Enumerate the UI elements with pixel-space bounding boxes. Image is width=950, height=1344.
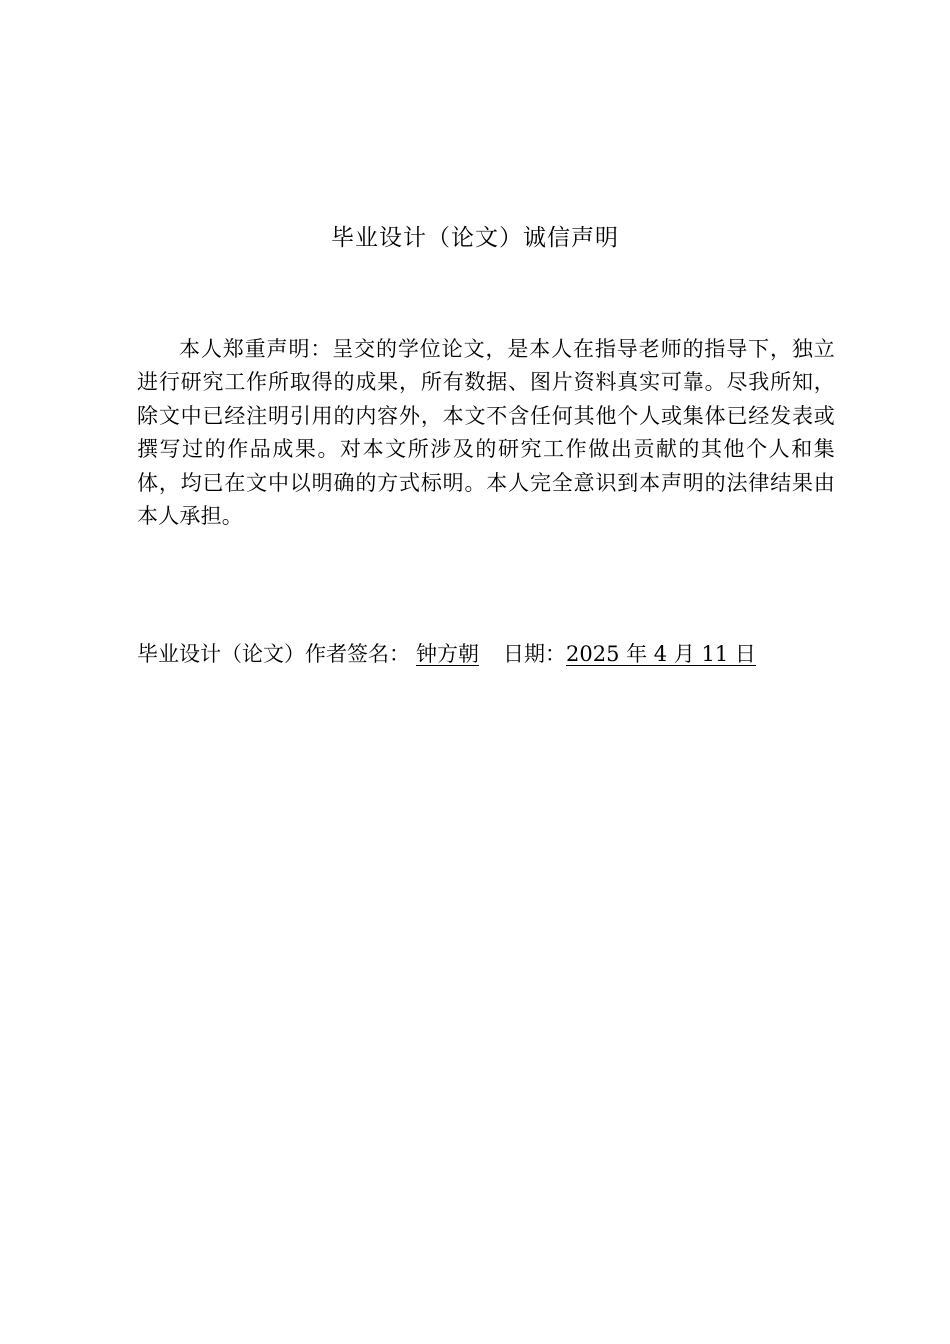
signature-date: 2025 年 4 月 11 日	[566, 642, 756, 666]
integrity-statement-paragraph: 本人郑重声明：呈交的学位论文，是本人在指导老师的指导下，独立进行研究工作所取得的成果，所有数据、图片资料真实可靠。尽我所知，除文中已经注明引用的内容外，本文不含任何其他个人或集体已经发表或撰写过的作品成果。对本文所涉及的研究工作做出贡献的其他个人和集体，均已在文中以明确的方式标明。本人完全意识到本声明的法律结果由本人承担。	[137, 337, 835, 529]
author-signature-name: 钟方朝	[416, 642, 479, 666]
date-label: 日期：	[503, 642, 566, 666]
page-title: 毕业设计（论文）诚信声明	[331, 225, 619, 251]
author-signature-label: 毕业设计（论文）作者签名：	[137, 642, 410, 666]
signature-line	[137, 639, 837, 669]
